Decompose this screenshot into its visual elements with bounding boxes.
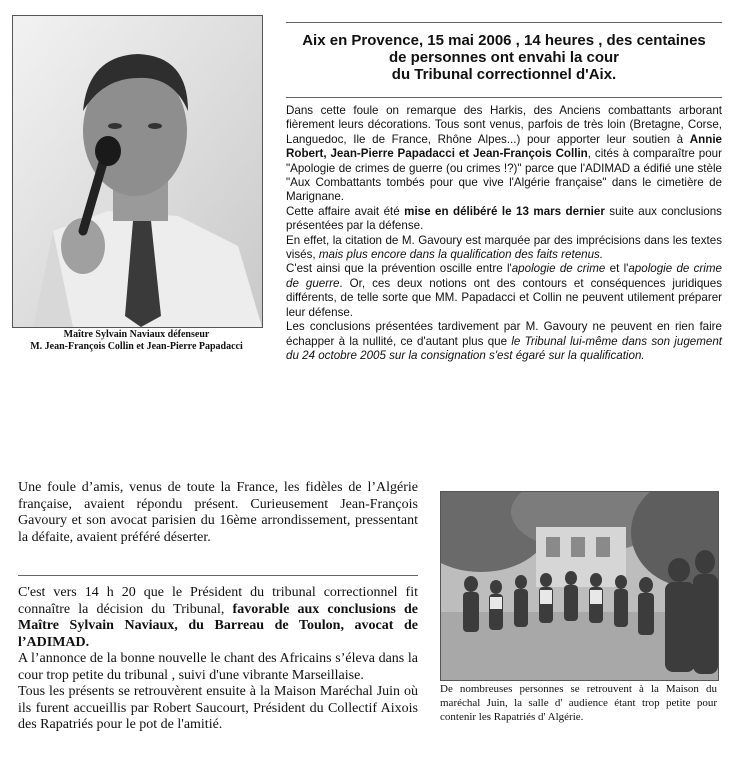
emphasis: favorable aux conclusions de Maître Sylvain Naviaux, du Barreau de Toulon, avocat de l’ADIMAD.	[18, 601, 418, 650]
emphasis: mise en délibéré le 13 mars dernier	[404, 204, 605, 218]
text: Les conclusions présentées tardivement par M. Gavoury ne peuvent en rien faire échapper à la nullité, ce d'autant plus que	[286, 320, 722, 348]
caption-line: Maître Sylvain Naviaux défenseur	[63, 329, 210, 340]
article-body	[286, 104, 722, 363]
text: suite aux conclusions présentées par la défense.	[286, 204, 722, 233]
paragraph	[286, 262, 722, 320]
crowd-photo-caption: De nombreuses personnes se retrouvent à la Maison du maréchal Juin, la salle d' audience étant trop petite pour contenir les Rapatriés d' Algérie.	[440, 683, 717, 723]
text: Dans cette foule on remarque des Harkis, des Anciens combattants arborant fièrement leurs décorations. Tous sont venus, parfois de très loin (Bretagne, Corse, Languedoc, Ile de France, Rhône Alpes...) pour apporter leur soutien à	[286, 104, 722, 146]
paragraph: Une foule d’amis, venus de toute la France, les fidèles de l’Algérie française, avaient répondu présent. Curieusement Jean-François Gavoury et son avocat parisien du 16ème arrondissement, pressentant la défaite, avaient préféré déserter.	[18, 480, 418, 545]
speaker-photo-caption	[12, 329, 261, 353]
emphasis: apologie de crime de guerre	[286, 262, 722, 290]
divider	[286, 22, 722, 23]
divider	[286, 97, 722, 98]
paragraph	[286, 320, 722, 363]
headline-line: de personnes ont envahi la cour	[388, 49, 620, 66]
text: Cette affaire avait été	[286, 204, 405, 218]
text: En effet, la citation de M. Gavoury est marquée par des imprécisions dans les textes visés,	[286, 233, 722, 262]
headline	[286, 32, 722, 83]
text: C'est ainsi que la prévention oscille entre l'	[286, 262, 512, 276]
divider	[18, 575, 418, 576]
speaker-photo	[12, 15, 263, 328]
text: et l'	[605, 262, 629, 276]
headline-line: Aix en Provence, 15 mai 2006 , 14 heures , des centaines	[302, 32, 706, 49]
paragraph: Tous les présents se retrouvèrent ensuite à la Maison Maréchal Juin où ils furent accueillis par Robert Saucourt, Président du Collectif Aixois des Rapatriés pour le pot de l'amitié.	[18, 684, 418, 732]
emphasis: apologie de crime	[511, 262, 606, 276]
lower-column-intro	[18, 480, 418, 546]
paragraph	[18, 585, 418, 651]
emphasis: mais plus encore dans la qualification des faits retenus.	[318, 248, 604, 262]
emphasis: le Tribunal lui-même dans son jugement du 24 octobre 2005 sur la consignation s'est égaré sur la qualification.	[286, 334, 722, 362]
paragraph	[286, 234, 722, 263]
headline-line: du Tribunal correctionnel d'Aix.	[391, 66, 617, 83]
text: , cités à comparaître pour "Apologie de crimes de guerre (ou crimes !?)" parce que l'ADIMAD a édifié une stèle "Aux Combattants tombés pour que vive l'Algérie française" dans le cimetière de Marignane.	[286, 147, 722, 204]
paragraph	[286, 205, 722, 234]
paragraph	[286, 104, 722, 205]
crowd-photo	[440, 491, 719, 681]
paragraph: A l’annonce de la bonne nouvelle le chant des Africains s’éleva dans la cour trop petite du tribunal , suivi d'une vibrante Marseillaise.	[18, 651, 418, 683]
text: C'est vers 14 h 20 que le Président du tribunal correctionnel fit connaître la décision du Tribunal,	[18, 585, 418, 617]
defendants-names: Annie Robert, Jean-Pierre Papadacci et Jean-François Collin	[286, 132, 722, 161]
lower-column-decision	[18, 585, 418, 769]
text: . Or, ces deux notions ont des contours et conséquences juridiques différents, de telle sorte que MM. Papadacci et Collin ne peuvent utilement préparer leur défense.	[286, 276, 722, 319]
caption-line: M. Jean-François Collin et Jean-Pierre Papadacci	[30, 341, 243, 352]
